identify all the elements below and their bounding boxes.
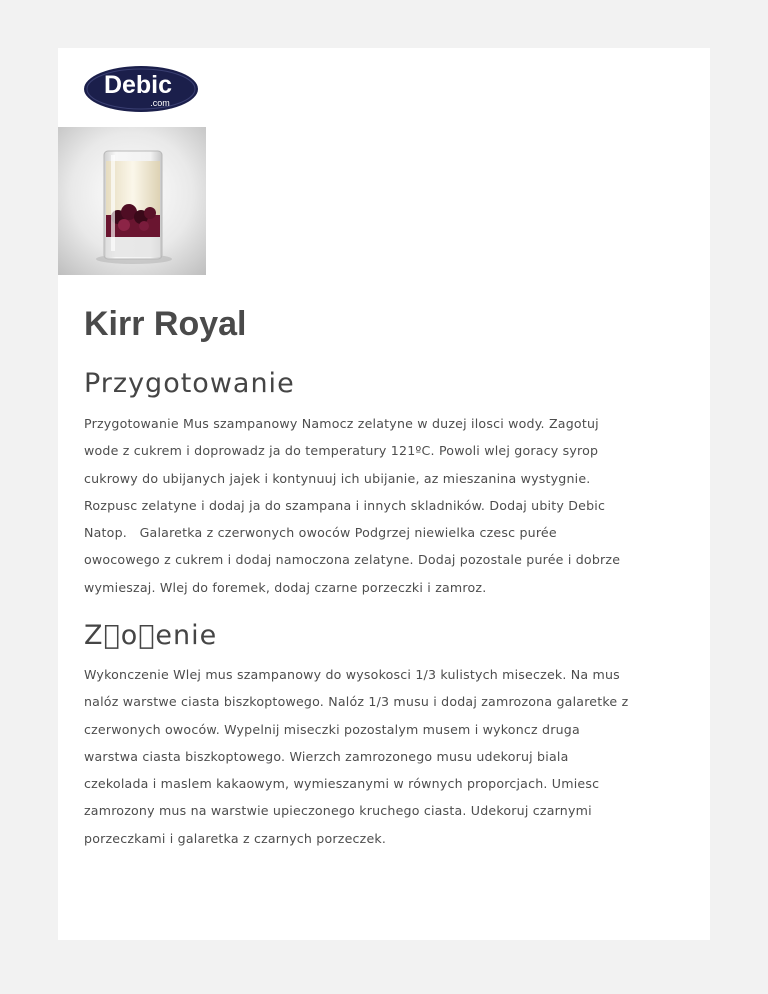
text-line: wymieszaj. Wlej do foremek, dodaj czarne porzeczki i zamroz. [84,579,487,595]
text-line: warstwa ciasta biszkoptowego. Wierzch zamrozonego musu udekoruj biala [84,748,569,764]
recipe-page [58,48,710,940]
section-heading-assembly: Z o enie [84,620,218,651]
logo-domain: .com [150,98,170,108]
text-line: porzeczkami i galaretka z czarnych porzeczek. [84,830,387,846]
text-line: czekolada i maslem kakaowym, wymieszanymi w równych proporcjach. Umiesc [84,776,600,792]
text-line: Rozpusc zelatyne i dodaj ja do szampana i innych skladników. Dodaj ubity Debic [84,497,606,513]
recipe-title: Kirr Royal [84,305,247,343]
text-line: Wykonczenie Wlej mus szampanowy do wysokosci 1/3 kulistych miseczek. Na mus [84,667,620,682]
section-heading-preparation: Przygotowanie [84,368,295,399]
text-line: cukrowy do ubijanych jajek i kontynuuj ich ubijanie, az mieszanina wystygnie. [84,470,591,486]
logo-wordmark: Debic [103,71,173,99]
text-line: czerwonych owoców. Wypelnij miseczki pozostalym musem i wykoncz druga [84,721,580,737]
text-line: Przygotowanie Mus szampanowy Namocz zelatyne w duzej ilosci wody. Zagotuj [84,416,599,431]
text-line: nalóz warstwe ciasta biszkoptowego. Nalóz 1/3 musu i dodaj zamrozona galaretke z [84,694,629,710]
assembly-text [84,661,692,852]
debic-logo[interactable] [82,64,200,114]
text-line: Natop. Galaretka z czerwonych owoców Podgrzej niewielka czesc purée [84,525,557,541]
text-line: zamrozony mus na warstwie upieczonego kruchego ciasta. Udekoruj czarnymi [84,803,592,819]
dessert-photo [58,127,206,275]
text-line: owocowego z cukrem i dodaj namoczona zelatyne. Dodaj pozostale purée i dobrze [84,552,621,568]
preparation-text [84,410,692,601]
section-assembly [84,617,692,852]
text-line: wode z cukrem i doprowadz ja do temperatury 121ºC. Powoli wlej goracy syrop [84,443,599,459]
section-preparation [84,365,692,601]
